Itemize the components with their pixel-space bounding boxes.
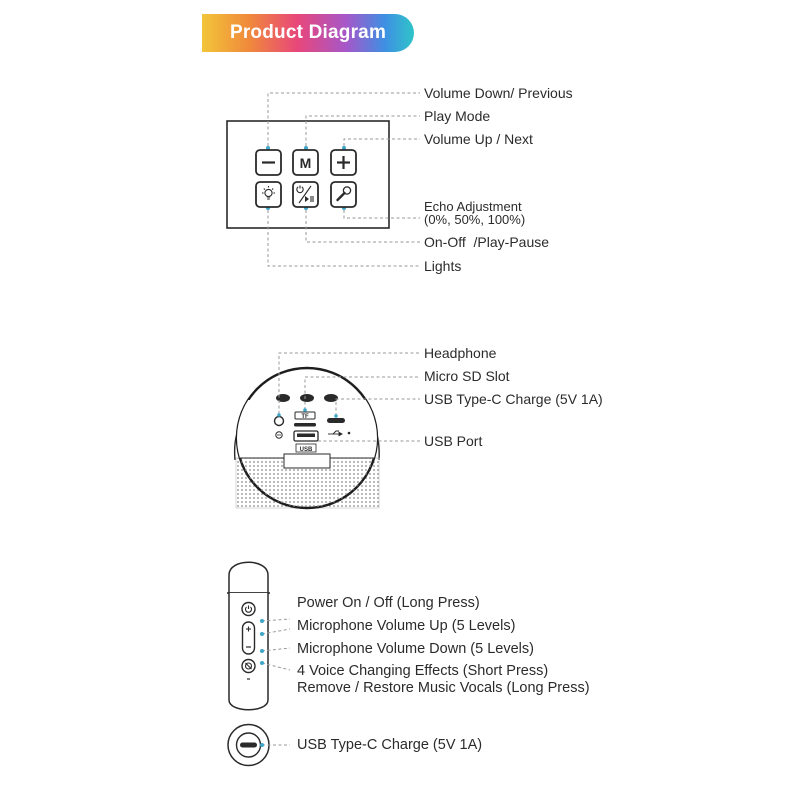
callout-volume-up: Volume Up / Next — [424, 131, 533, 147]
callout-usb-c: USB Type-C Charge (5V 1A) — [424, 391, 603, 407]
microphone-bottom-view — [228, 725, 290, 766]
micro-sd-slot[interactable] — [294, 412, 316, 427]
echo-button[interactable] — [331, 182, 356, 207]
lights-button[interactable] — [256, 182, 281, 207]
callout-play-mode: Play Mode — [424, 108, 491, 124]
callout-mic-vol-up: Microphone Volume Up (5 Levels) — [297, 618, 516, 634]
leader-dot — [303, 408, 307, 412]
power-play-pause-button[interactable] — [293, 182, 318, 207]
callout-mic-vol-down: Microphone Volume Down (5 Levels) — [297, 641, 534, 657]
usb-tag: USB — [299, 447, 313, 453]
leader-dot — [334, 414, 338, 418]
mic-power-button[interactable] — [242, 603, 255, 616]
leader-dot — [260, 743, 264, 747]
volume-up-button[interactable] — [331, 150, 356, 175]
leader-dot — [260, 619, 264, 623]
callout-mic-power: Power On / Off (Long Press) — [297, 595, 480, 611]
play-mode-button[interactable] — [293, 150, 318, 175]
leader-dot — [260, 661, 264, 665]
callout-mic-vocals: Remove / Restore Music Vocals (Long Press) — [297, 680, 590, 696]
mic-effects-button[interactable] — [242, 660, 255, 673]
callout-usb-port: USB Port — [424, 433, 483, 449]
leader-dot — [260, 632, 264, 636]
callout-micro-sd: Micro SD Slot — [424, 368, 510, 384]
microphone — [227, 562, 290, 710]
volume-down-button[interactable] — [256, 150, 281, 175]
callout-lights: Lights — [424, 258, 462, 274]
control-panel — [227, 93, 420, 266]
callout-on-off: On-Off /Play-Pause — [424, 234, 550, 250]
callout-echo-levels: (0%, 50%, 100%) — [424, 212, 526, 227]
ports-panel — [235, 353, 420, 510]
leader-dot — [260, 649, 264, 653]
header-banner — [202, 14, 414, 52]
microphone-head — [229, 562, 268, 593]
callout-mic-usb-c: USB Type-C Charge (5V 1A) — [297, 737, 483, 753]
tf-tag: TF — [301, 414, 309, 420]
mic-usb-c-port[interactable] — [240, 743, 257, 748]
mic-volume-rocker[interactable] — [243, 622, 255, 654]
speaker-label-plate — [284, 454, 330, 468]
leader-dot — [277, 413, 281, 417]
callout-volume-down: Volume Down/ Previous — [424, 85, 573, 101]
mode-label: M — [299, 155, 312, 171]
callout-echo-adjustment: Echo Adjustment — [424, 199, 522, 214]
callout-headphone: Headphone — [424, 345, 497, 361]
page-title: Product Diagram — [229, 22, 387, 43]
callout-mic-effects: 4 Voice Changing Effects (Short Press) — [297, 663, 549, 679]
